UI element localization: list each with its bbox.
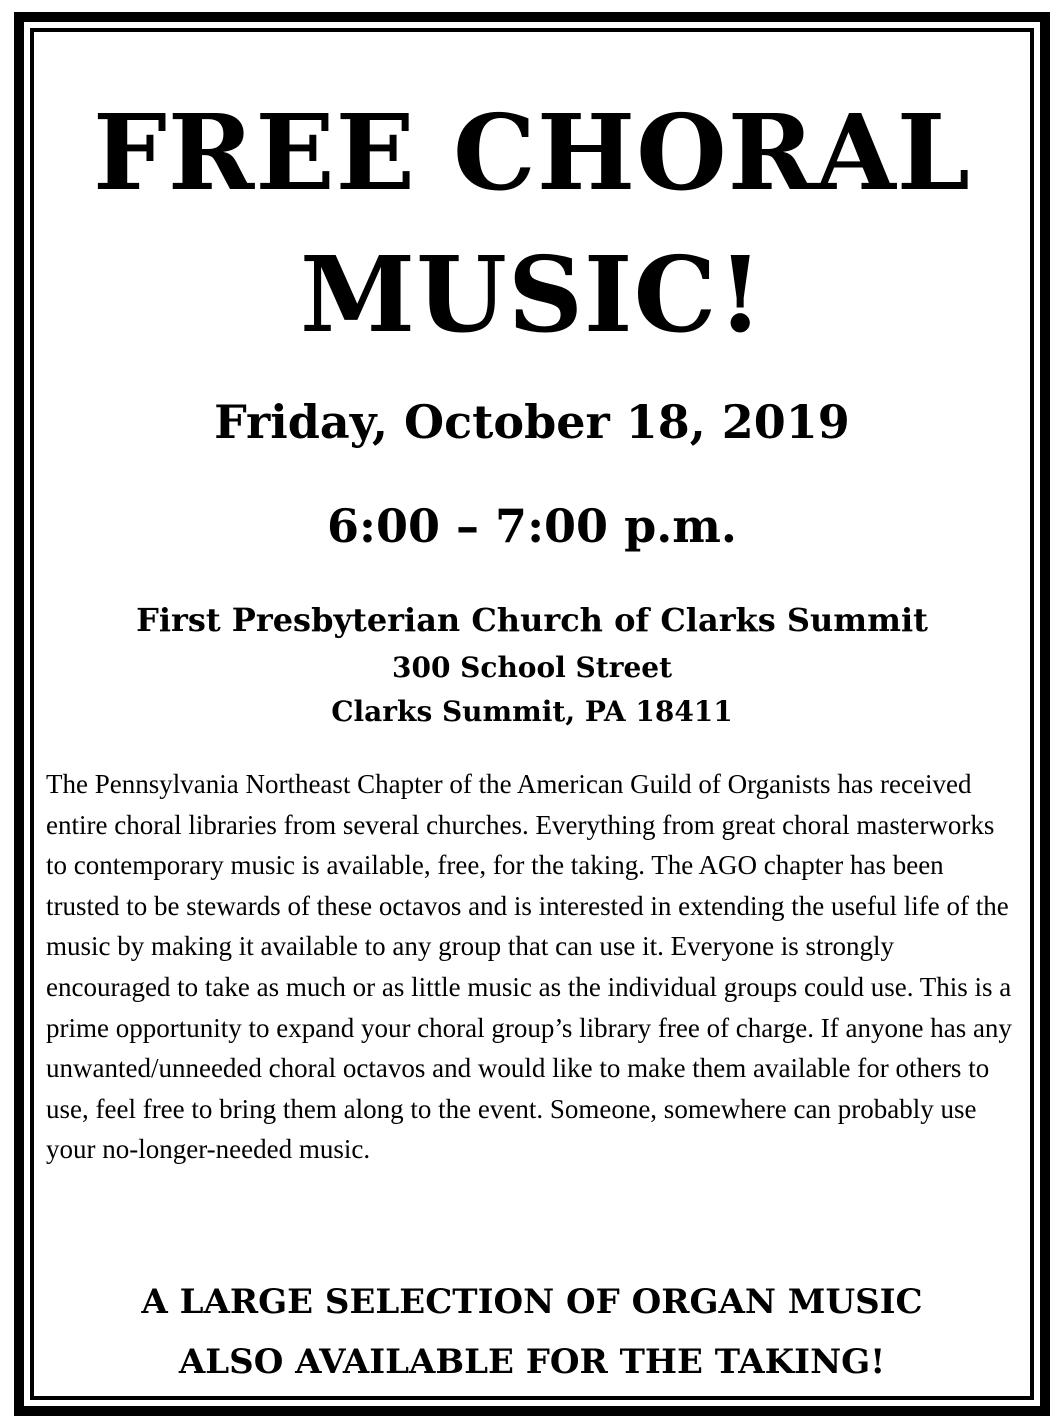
event-date: Friday, October 18, 2019 — [214, 395, 850, 449]
flyer — [34, 32, 1030, 1396]
closing-line-2: ALSO AVAILABLE FOR THE TAKING! — [178, 1342, 886, 1382]
title-line-1: FREE CHORAL — [93, 91, 971, 214]
address-street: 300 School Street — [391, 651, 673, 684]
event-time: 6:00 – 7:00 p.m. — [327, 499, 737, 553]
venue-name: First Presbyterian Church of Clarks Summit — [136, 601, 928, 639]
closing-line-1: A LARGE SELECTION OF ORGAN MUSIC — [141, 1282, 923, 1322]
venue-address — [34, 646, 1030, 734]
event-description: The Pennsylvania Northeast Chapter of the American Guild of Organists has received entire choral libraries from several churches. Everything from great choral masterworks to contemporary music is available, free, for the taking. The AGO chapter has been trusted to be stewards of these octavos and is interested in extending the useful life of the music by making it available to any group that can use it. Everyone is strongly encouraged to take as much or as little music as the individual groups could use. This is a prime opportunity to expand your choral group’s library free of charge. If anyone has any unwanted/unneeded choral octavos and would like to make them available for others to use, feel free to bring them along to the event. Someone, somewhere can probably use your no-longer-needed music. — [46, 769, 1012, 1165]
address-city: Clarks Summit, PA 18411 — [331, 695, 733, 728]
title-line-2: MUSIC! — [300, 233, 764, 356]
closing-announcement — [34, 1272, 1030, 1392]
flyer-title — [34, 82, 1030, 366]
